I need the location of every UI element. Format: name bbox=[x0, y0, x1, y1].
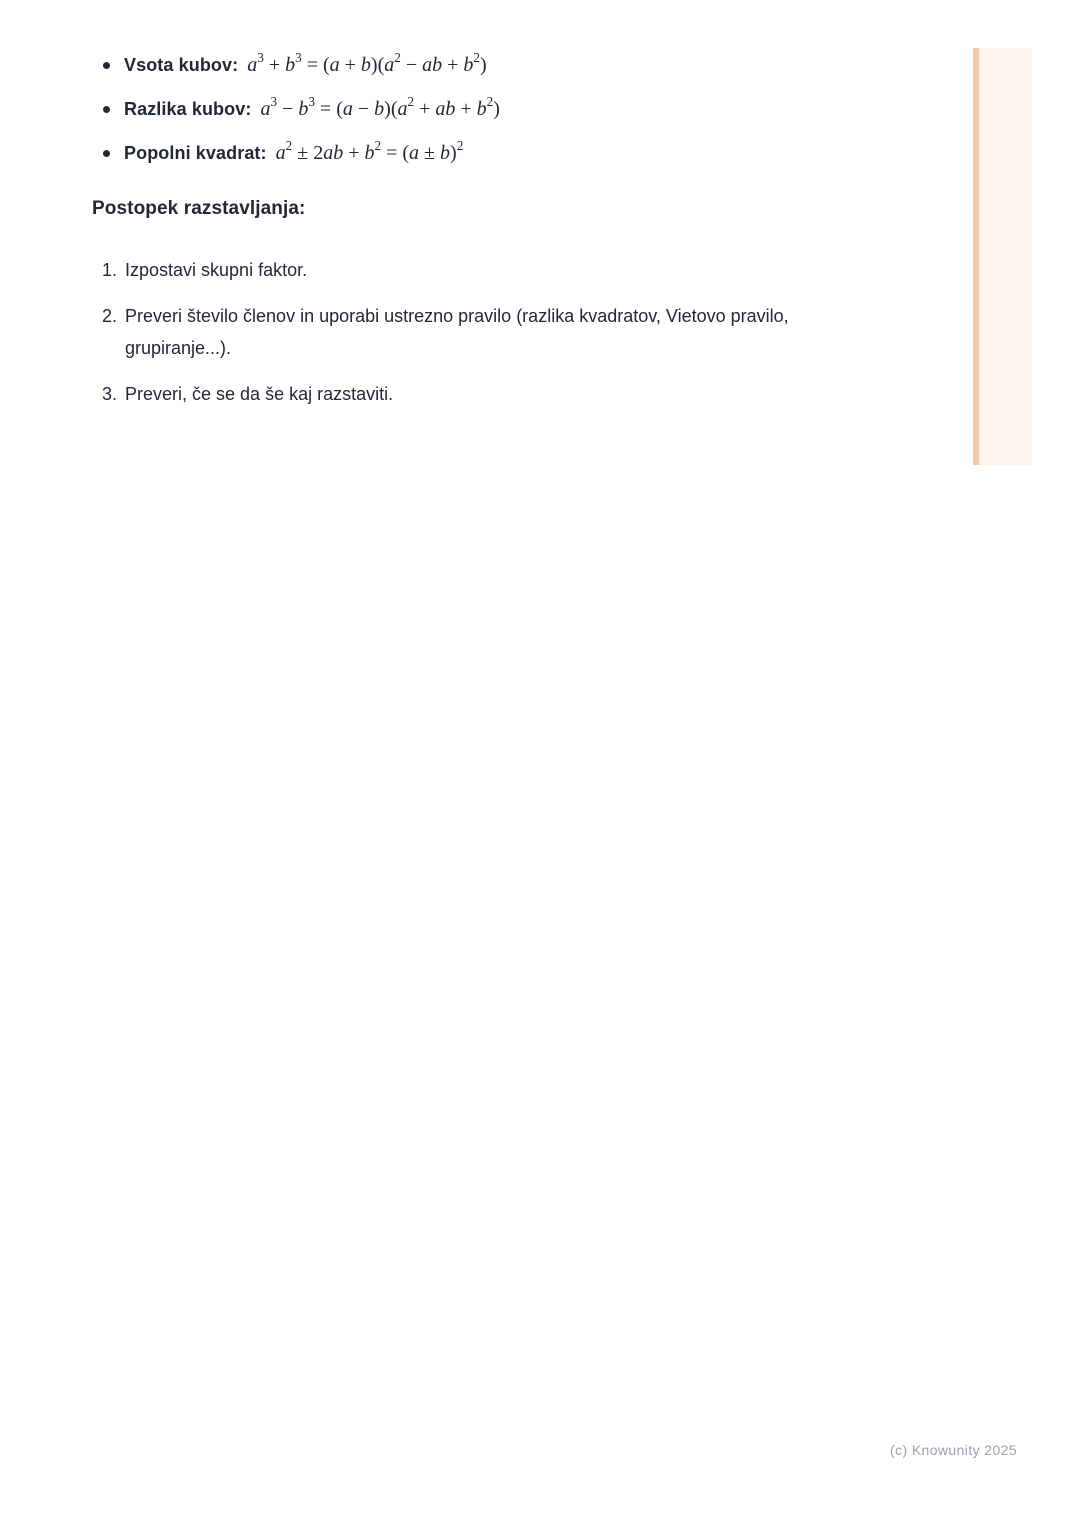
formula-math: $a^3 - b^3 = (a - b)(a^2$ + ab + $b^2$) bbox=[260, 94, 500, 120]
formula-label: Vsota kubov: bbox=[124, 55, 239, 75]
step-item bbox=[102, 300, 827, 364]
step-text: Preveri število členov in uporabi ustrezno pravilo (razlika kvadratov, Vietovo pravilo, grupiranje...). bbox=[125, 306, 789, 358]
formula-list bbox=[100, 51, 500, 183]
step-number: 2. bbox=[102, 306, 118, 326]
step-item bbox=[102, 378, 827, 410]
step-number: 1. bbox=[102, 260, 118, 280]
step-text: Izpostavi skupni faktor. bbox=[125, 260, 308, 280]
bullet-icon bbox=[103, 106, 110, 113]
step-text: Preveri, če se da še kaj razstaviti. bbox=[125, 384, 394, 404]
step-number: 3. bbox=[102, 384, 118, 404]
bullet-icon bbox=[103, 62, 110, 69]
formula-label: Razlika kubov: bbox=[124, 99, 252, 119]
formula-item-difference-of-cubes bbox=[100, 95, 500, 123]
formula-label: Popolni kvadrat: bbox=[124, 143, 267, 163]
steps-list bbox=[102, 254, 827, 424]
formula-math: $a^3 + b^3 = (a + b)(a^2$ − ab + $b^2$) bbox=[247, 50, 487, 76]
section-heading: Postopek razstavljanja: bbox=[92, 198, 306, 219]
bullet-icon bbox=[103, 150, 110, 157]
step-item bbox=[102, 254, 827, 286]
footer-copyright: (c) Knowunity 2025 bbox=[890, 1442, 1018, 1458]
highlight-stripe bbox=[973, 48, 1032, 465]
formula-item-perfect-square bbox=[100, 139, 500, 167]
formula-item-sum-of-cubes bbox=[100, 51, 500, 79]
formula-math: $a^2 \pm 2ab + b^2 = (a \pm b)^2$ bbox=[275, 138, 464, 164]
